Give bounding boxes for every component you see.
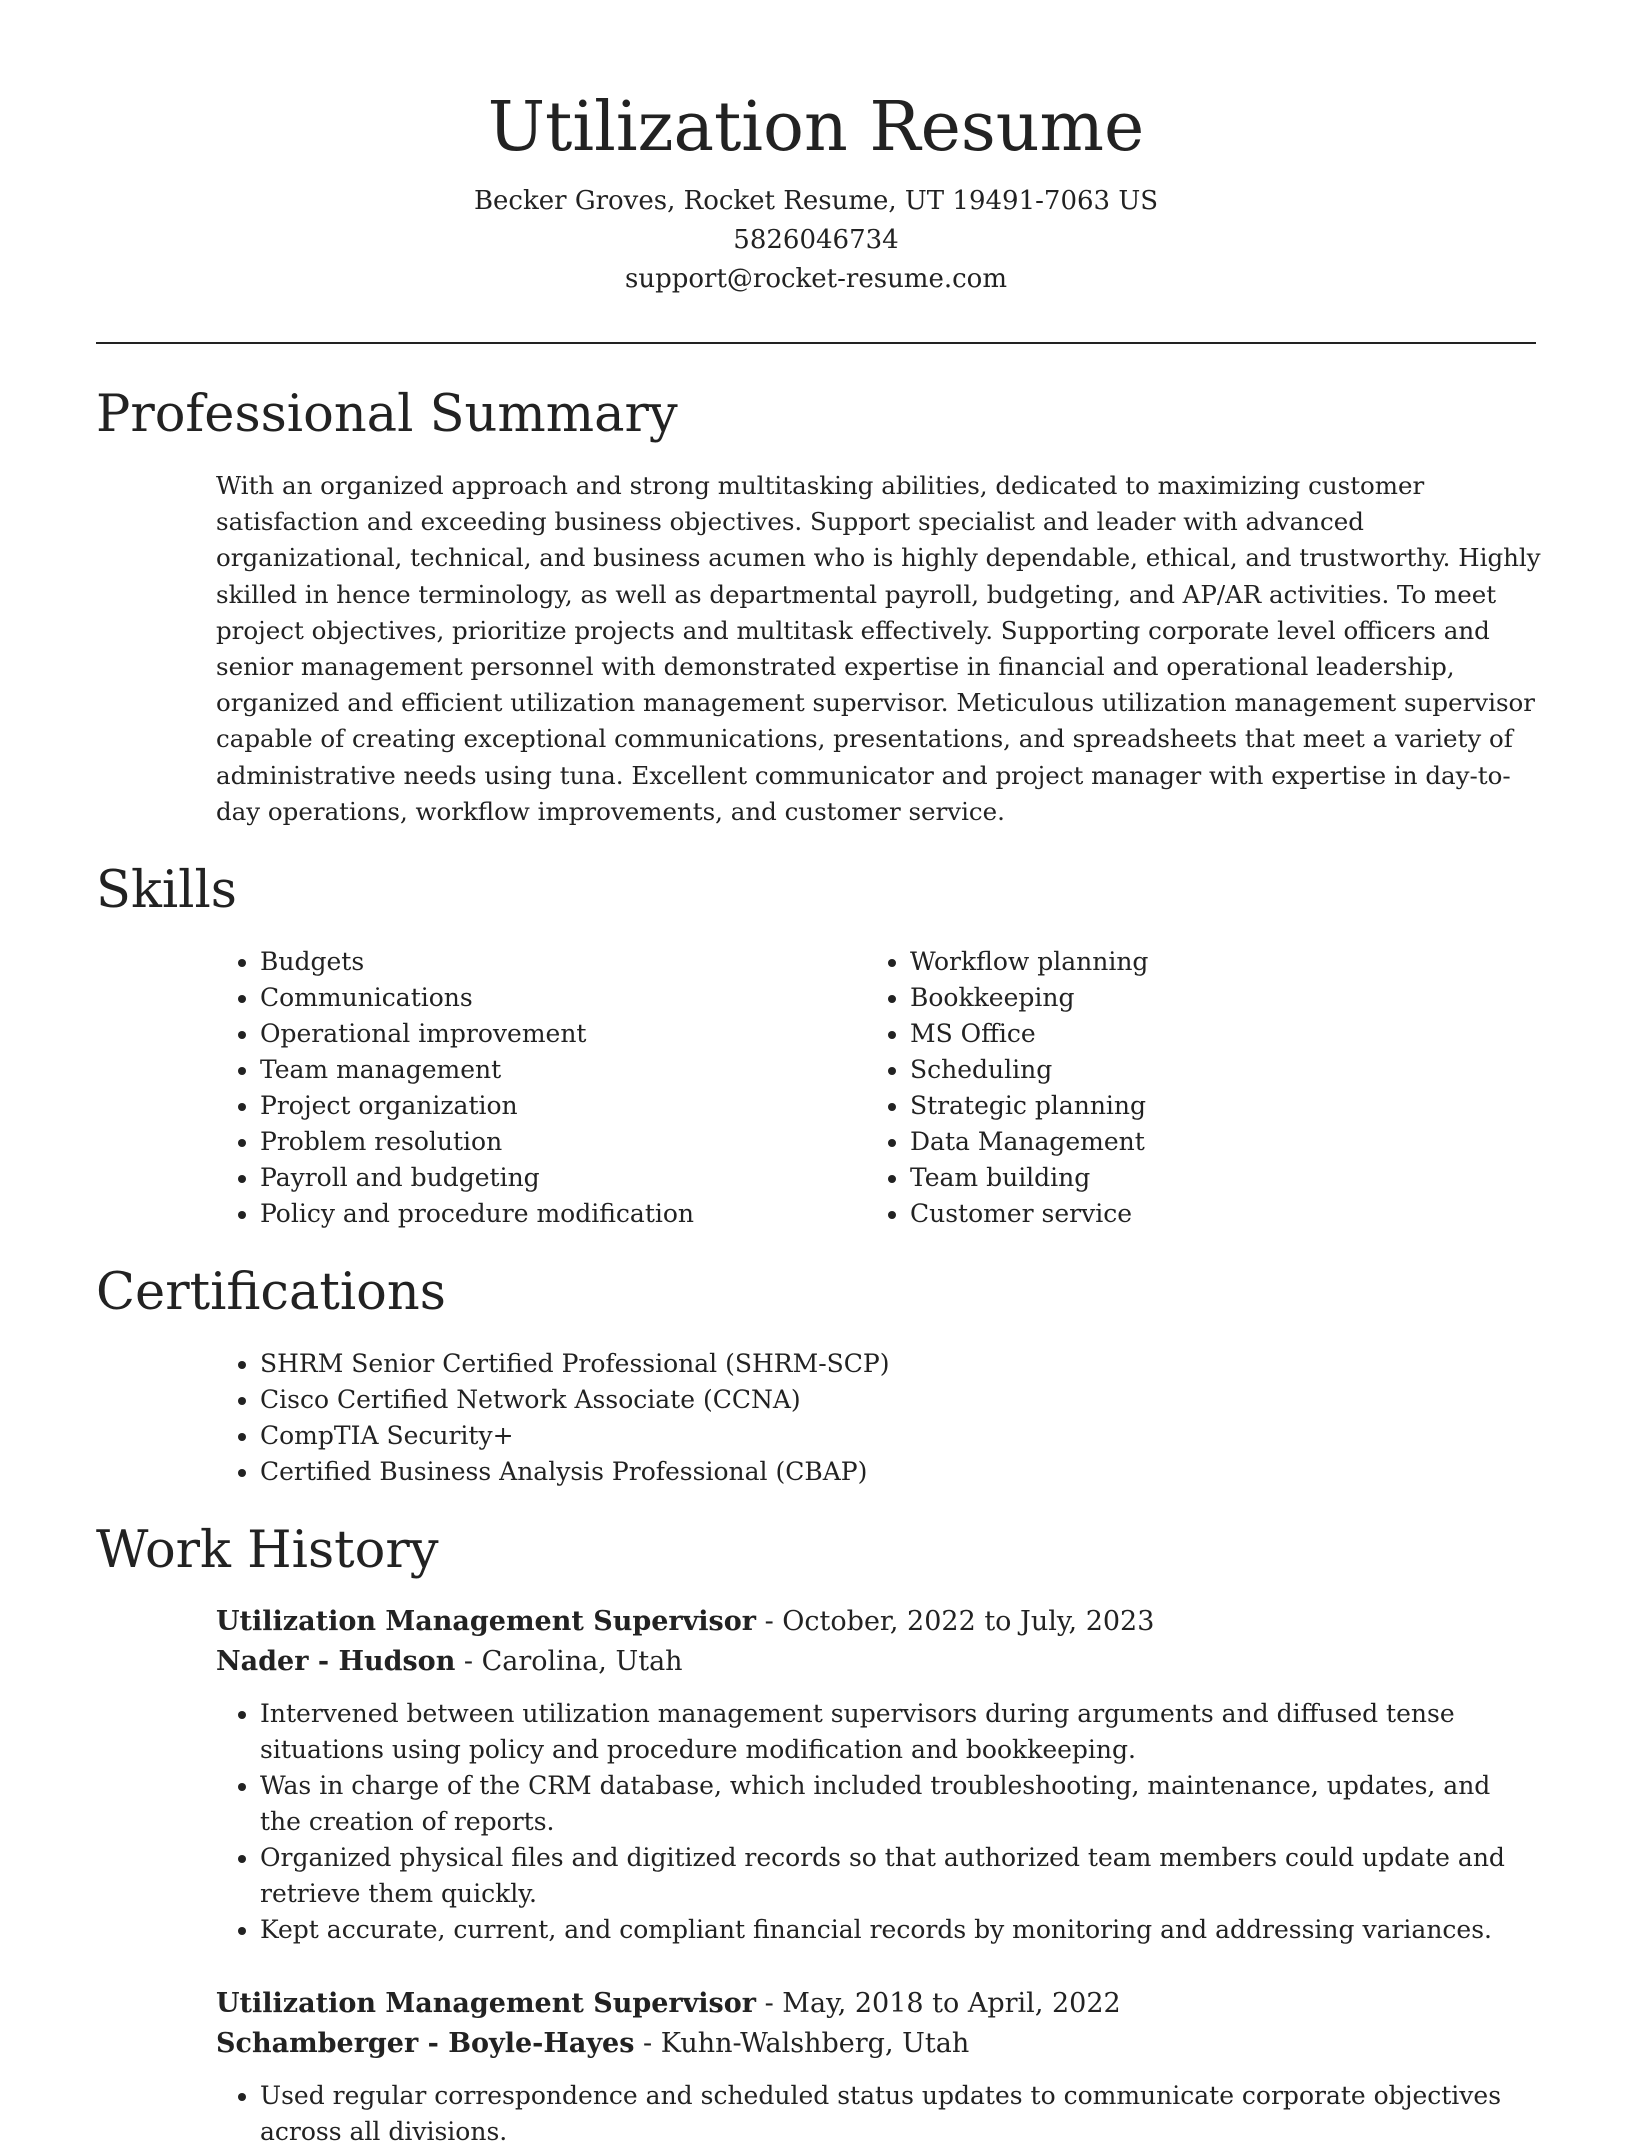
job-company: Schamberger - Boyle-Hayes — [216, 2028, 635, 2060]
resume-title: Utilization Resume — [487, 88, 1145, 167]
contact-block — [0, 182, 1632, 299]
job-company: Nader - Hudson — [216, 1646, 456, 1678]
job-title: Utilization Management Supervisor — [216, 1988, 756, 2020]
job-dates: - October, 2022 to July, 2023 — [764, 1606, 1155, 1638]
resume-content — [96, 378, 1541, 2150]
job-bullet: • Used regular correspondence and scheduled status updates to communicate corporate objectives across all divisions. — [260, 2078, 1536, 2150]
job-company-line — [216, 1642, 1536, 1682]
certification-item: • Certified Business Analysis Professional (CBAP) — [260, 1454, 1536, 1490]
skill-item: • Communications — [260, 980, 866, 1016]
skill-item: • Workflow planning — [910, 944, 1516, 980]
skill-item: • Project organization — [260, 1088, 866, 1124]
contact-address: Becker Groves, Rocket Resume, UT 19491-7063 US — [473, 186, 1159, 216]
skill-item: • Policy and procedure modification — [260, 1196, 866, 1232]
job-bullet: • Was in charge of the CRM database, which included troubleshooting, maintenance, updates, and the creation of reports. — [260, 1768, 1536, 1840]
skill-item: • Strategic planning — [910, 1088, 1516, 1124]
certification-item: • SHRM Senior Certified Professional (SHRM-SCP) — [260, 1346, 1536, 1382]
skills-heading: Skills — [96, 861, 237, 921]
skill-item: • Problem resolution — [260, 1124, 866, 1160]
skill-item: • MS Office — [910, 1016, 1516, 1052]
certifications-list — [216, 1346, 1536, 1490]
skill-item: • Bookkeeping — [910, 980, 1516, 1016]
header-divider — [96, 342, 1536, 344]
certifications-heading: Certifications — [96, 1263, 446, 1323]
section-certifications — [96, 1256, 1536, 1490]
certification-item: • Cisco Certified Network Associate (CCNA) — [260, 1382, 1536, 1418]
job-entry — [216, 1602, 1536, 1948]
job-title-line — [216, 1602, 1536, 1642]
contact-email: support@rocket-resume.com — [624, 264, 1007, 294]
skill-item: • Scheduling — [910, 1052, 1516, 1088]
skill-item: • Payroll and budgeting — [260, 1160, 866, 1196]
contact-phone: 5826046734 — [733, 225, 899, 255]
summary-heading: Professional Summary — [96, 385, 678, 444]
skill-item: • Team management — [260, 1052, 866, 1088]
job-dates: - May, 2018 to April, 2022 — [764, 1988, 1121, 2020]
skill-item: • Team building — [910, 1160, 1516, 1196]
job-bullet: • Organized physical files and digitized records so that authorized team members could update and retrieve them quickly. — [260, 1840, 1536, 1912]
section-work-history — [96, 1514, 1536, 2150]
job-bullets — [216, 1696, 1536, 1948]
job-bullet: • Kept accurate, current, and compliant financial records by monitoring and addressing variances. — [260, 1912, 1536, 1948]
skill-item: • Customer service — [910, 1196, 1516, 1232]
job-company-line — [216, 2024, 1536, 2064]
section-summary — [96, 378, 1541, 830]
certification-item: • CompTIA Security+ — [260, 1418, 1536, 1454]
job-location: - Kuhn-Walshberg, Utah — [643, 2028, 970, 2060]
work-history-heading: Work History — [96, 1521, 439, 1581]
section-skills — [96, 854, 1536, 1232]
skill-item: • Data Management — [910, 1124, 1516, 1160]
skill-item: • Operational improvement — [260, 1016, 866, 1052]
skills-columns — [216, 944, 1536, 1232]
job-bullets — [216, 2078, 1536, 2150]
skills-list-right — [866, 944, 1516, 1232]
skill-item: • Budgets — [260, 944, 866, 980]
job-location: - Carolina, Utah — [463, 1646, 683, 1678]
job-title: Utilization Management Supervisor — [216, 1606, 756, 1638]
summary-text: With an organized approach and strong multitasking abilities, dedicated to maximizing customer satisfaction and exceeding business objectives. Support specialist and leader with advanced organizational, technical, and business acumen who is highly dependable, ethical, and trustworthy. Highly skilled in hence terminology, as well as departmental payroll, budgeting, and AP/AR activities. To meet project objectives, prioritize projects and multitask effectively. Supporting corporate level officers and senior management personnel with demonstrated expertise in financial and operational leadership, organized and efficient utilization management supervisor. Meticulous utilization management supervisor capable of creating exceptional communications, presentations, and spreadsheets that meet a variety of administrative needs using tuna. Excellent communicator and project manager with expertise in day-to-day operations, workflow improvements, and customer service. — [216, 471, 1541, 826]
job-entry — [216, 1984, 1536, 2150]
resume-header — [0, 0, 1632, 299]
job-bullet: • Intervened between utilization management supervisors during arguments and diffused tense situations using policy and procedure modification and bookkeeping. — [260, 1696, 1536, 1768]
job-title-line — [216, 1984, 1536, 2024]
skills-list-left — [216, 944, 866, 1232]
